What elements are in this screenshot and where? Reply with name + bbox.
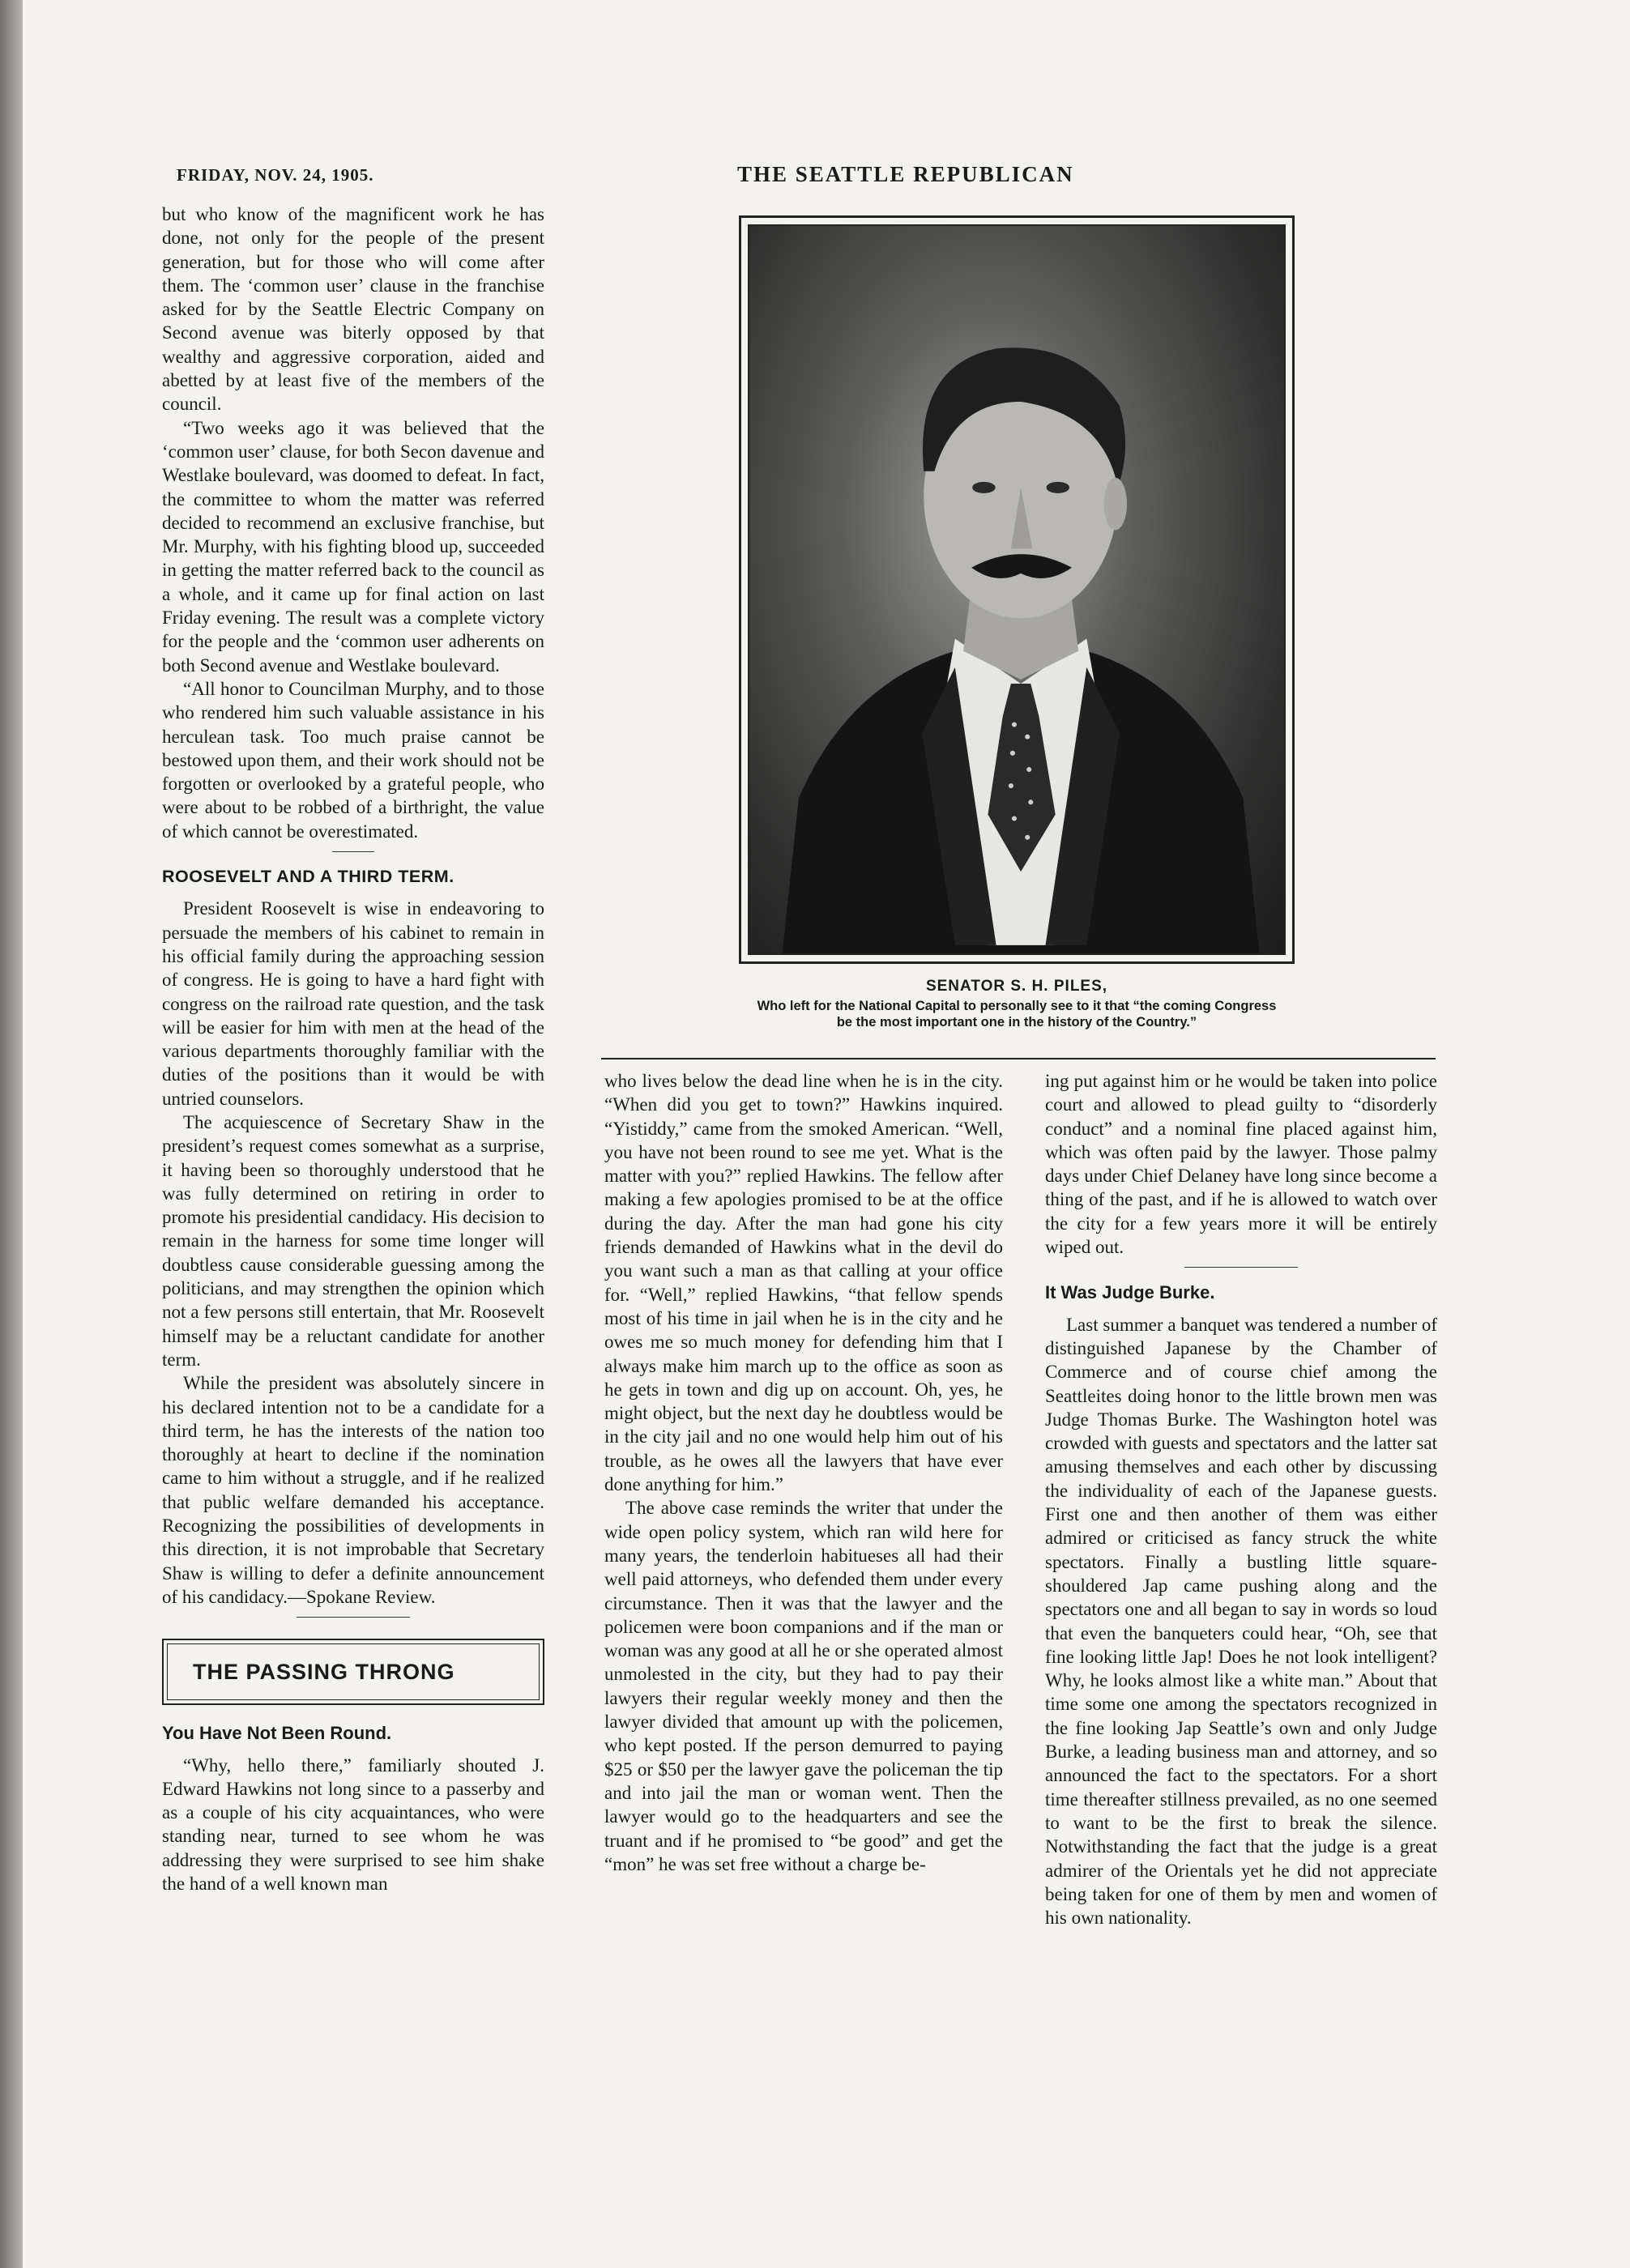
article-headline: You Have Not Been Round. — [162, 1723, 392, 1744]
photo-caption — [737, 978, 1296, 1030]
paragraph: ing put against him or he would be taken into police court and allowed to plead guilty to “disorderly conduct” and a nominal fine placed against him, which was often paid by the lawyer. Those palmy days under Chief Delaney have long since become a thing of the past, and if he is allowed to watch over the city for a few years more it will be entirely wiped out. — [1045, 1071, 1437, 1258]
portrait-photo — [748, 224, 1286, 955]
paragraph: President Roosevelt is wise in endeavoring to persuade the members of his cabinet to remain in his official family during the approaching session of congress. He is going to have a hard fight with congress on the railroad rate question, and the task will be easier for him with men at the head of the various departments thoroughly familiar with the duties of the positions than it would be with untried counselors. — [162, 898, 544, 1109]
issue-date: FRIDAY, NOV. 24, 1905. — [177, 165, 374, 185]
paragraph: “All honor to Councilman Murphy, and to those who rendered him such valuable assistance in his herculean task. Too much praise cannot be bestowed upon them, and their work should not be forgotten or overlooked by a grateful people, who were about to be robbed of a birthright, the value of which cannot be overestimated. — [162, 678, 544, 842]
paragraph: “Two weeks ago it was believed that the ‘common user’ clause, for both Secon davenue and Westlake boulevard, was doomed to defeat. In fact, the committee to whom the matter was referred decided to recommend an exclusive franchise, but Mr. Murphy, with his fighting blood up, succeeded in getting the matter referred back to the council as a whole, and it came up for final action on last Friday evening. The result was a complete victory for the people and the ‘common user adherents on both Second avenue and Westlake boulevard. — [162, 417, 544, 676]
caption-text: Who left for the National Capital to personally see to it that “the coming Congress be the most important one in the history of the Country.” — [757, 999, 1277, 1030]
paragraph: “Why, hello there,” familiarly shouted J. Edward Hawkins not long since to a passerby and as a couple of his city acquaintances, who were standing near, turned to see whom he was addressing they were surprised to see him shake the hand of a well known man — [162, 1754, 544, 1894]
paragraph: While the president was absolutely sincere in his declared intention not to be a candidate for a third term, he has the interests of the nation too thoroughly at heart to decline if the nomination came to him without a struggle, and if he realized that public welfare demanded his acceptance. Recognizing the possibilities of developments in this direction, it is not improbable that Secretary Shaw is willing to defer a definite announcement of his candidacy.—Spokane Review. — [162, 1373, 544, 1607]
portrait-photo-frame — [739, 215, 1295, 964]
article-headline: It Was Judge Burke. — [1045, 1282, 1215, 1303]
column-middle — [604, 1069, 1003, 1876]
page-fold-shadow — [0, 0, 23, 2268]
portrait-illustration — [749, 226, 1284, 953]
paragraph: The above case reminds the writer that under the wide open policy system, which ran wild here for many years, the tenderloin habitueses all had their well paid attorneys, who defended them under every circumstance. Then it was that the lawyer and the policemen were boon companions and if the man or woman was any good at all he or she operated almost unmolested in the city, but they had to pay their lawyers their regular weekly money and then the lawyer divided that amount up with the policemen, who kept posted. If the person demurred to paying $25 or $50 per the lawyer gave the policeman the tip and into jail the man or woman went. Then the lawyer would go to the headquarters and see the truant and if he promised to “be good” and get the “mon” he was set free without a charge be- — [604, 1498, 1003, 1874]
section-divider — [297, 1617, 410, 1618]
page-header — [154, 162, 1418, 194]
newspaper-title: THE SEATTLE REPUBLICAN — [737, 162, 1074, 186]
section-box-heading: THE PASSING THRONG — [162, 1639, 544, 1705]
caption-name: SENATOR S. H. PILES, — [925, 978, 1108, 995]
paragraph: The acquiescence of Secretary Shaw in the president’s request comes somewhat as a surprise, it having been so thoroughly understood that he was fully determined on retiring in order to promote his presidential candidacy. His decision to remain in the harness for some time longer will doubtless cause considerable guessing among the politicians, and may strengthen the opinion which not a few persons still entertain, that Mr. Roosevelt himself may be a reluctant candidate for another term. — [162, 1111, 544, 1370]
column-left — [162, 202, 544, 1895]
paragraph: but who know of the magnificent work he has done, not only for the people of the present generation, but for those who will come after them. The ‘common user’ clause in the franchise asked for by the Seattle Electric Company on Second avenue was biterly opposed by that wealthy and aggressive corporation, aided and abetted by at least five of the members of the council. — [162, 204, 544, 415]
column-right — [1045, 1069, 1437, 1929]
section-divider — [1184, 1267, 1298, 1268]
paragraph: Last summer a banquet was tendered a number of distinguished Japanese by the Chamber of Commerce and of course chief among the Seattleites doing honor to the little brown men was Judge Thomas Burke. The Washington hotel was crowded with guests and spectators and the latter sat amusing themselves and each other by discussing the individuality of each of the Japanese guests. First one and then another of them was either admired or criticised as fancy struck the white spectators. Finally a bustling little square-shouldered Jap came pushing along and the spectators one and all began to say in words so loud that even the banqueters could hear, “Oh, see that fine looking little Jap! Does he not look intelligent? Why, he looks almost like a white man.” About that time some one among the spectators recognized in the fine looking Jap Seattle’s own and only Judge Burke, a leading business man and attorney, and so announced the fact to the spectators. For a short time thereafter stillness prevailed, as no one seemed to want to be the first to break the silence. Notwithstanding the fact that the judge is a great admirer of the Orientals yet he did not appreciate being taken for one of them by men and women of his own nationality. — [1045, 1314, 1437, 1929]
section-divider — [332, 851, 374, 852]
horizontal-rule — [601, 1058, 1436, 1059]
paragraph: who lives below the dead line when he is in the city. “When did you get to town?” Hawkins inquired. “Yistiddy,” came from the smoked American. “Well, you have not been round to see me yet. What is the matter with you?” replied Hawkins. The fellow after making a few apologies promised to be at the office during the day. After the man had gone his city friends demanded of Hawkins what in the devil do you want such a man as that calling at your office for. “Well,” replied Hawkins, “that fellow spends most of his time in jail when he is in the city and he owes me so much money for defending him that I always make him march up to the office as soon as he gets in town and dig up on account. Oh, yes, he might object, but the next day he doubtless would be in the city jail and no one would help him out of his trouble, as he owes all the lawyers that have ever done anything for him.” — [604, 1071, 1003, 1495]
article-headline: ROOSEVELT AND A THIRD TERM. — [162, 867, 454, 887]
